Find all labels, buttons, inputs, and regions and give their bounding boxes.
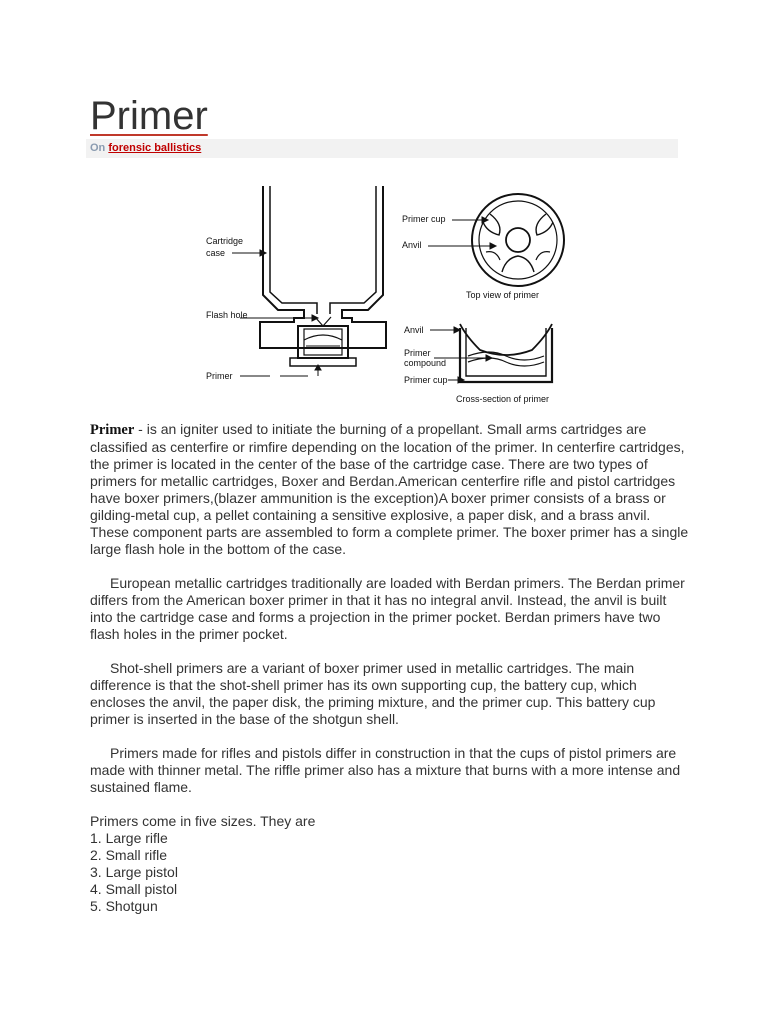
- list-item: 4. Small pistol: [90, 881, 178, 897]
- paragraph-berdan: European metallic cartridges traditionally are loaded with Berdan primers. The Berdan primer differs from the American boxer primer in that it has no integral anvil. Instead, the anvil is built into the cartridge case and forms a projection in the primer pocket. Berdan primers have two flash holes in the primer pocket.: [90, 575, 685, 642]
- list-item: 1. Large rifle: [90, 830, 168, 846]
- label-cartridge-2: case: [206, 248, 226, 258]
- label-cross-section: Cross-section of primer: [456, 394, 550, 404]
- paragraph-intro: [90, 421, 690, 558]
- cartridge-section: [260, 186, 386, 366]
- list-item: 5. Shotgun: [90, 898, 158, 914]
- page-title: Primer: [90, 94, 208, 138]
- list-item: 3. Large pistol: [90, 864, 178, 880]
- list-item: 2. Small rifle: [90, 847, 168, 863]
- paragraph-shotshell: Shot-shell primers are a variant of boxer primer used in metallic cartridges. The main difference is that the shot-shell primer has its own supporting cup, the battery cup, which encloses the anvil, the paper disk, the priming mixture, and the primer cup. This battery cup primer is inserted in the base of the shotgun shell.: [90, 660, 656, 727]
- label-anvil-top: Anvil: [402, 240, 422, 250]
- paragraph-1-text: - is an igniter used to initiate the burning of a propellant. Small arms cartridges are classified as centerfire or rimfire depending on the location of the primer. In centerfire cartridges, the primer is located in the center of the base of the cartridge case. There are two types of primers for metallic cartridges, Boxer and Berdan.American centerfire rifle and pistol cartridges have boxer primers,(blazer ammunition is the exception)A boxer primer consists of a brass or gilding-metal cup, a pellet containing a sensitive explosive, a paper disk, and a brass anvil. These component parts are assembled to form a complete primer. The boxer primer has a single large flash hole in the bottom of the case.: [90, 421, 689, 557]
- label-primer-compound-1: Primer: [404, 348, 431, 358]
- primer-cross-section: [460, 324, 552, 382]
- sizes-list: [90, 830, 690, 915]
- category-prefix: On: [90, 142, 106, 154]
- article-body: [90, 421, 690, 915]
- label-flash-hole: Flash hole: [206, 310, 248, 320]
- label-cartridge-1: Cartridge: [206, 236, 244, 246]
- primer-top-view: [472, 194, 564, 286]
- paragraph-rifle-pistol: Primers made for rifles and pistols differ in construction in that the cups of pistol primers are made with thinner metal. The riffle primer also has a mixture that burns with a more intense and sustained flame.: [90, 745, 681, 795]
- primer-diagram: [190, 180, 580, 420]
- label-primer: Primer: [206, 371, 233, 381]
- label-top-view: Top view of primer: [466, 290, 540, 300]
- label-primer-cup-top: Primer cup: [402, 214, 446, 224]
- label-anvil-cross: Anvil: [404, 325, 424, 335]
- sizes-intro: Primers come in five sizes. They are: [90, 813, 316, 829]
- label-primer-cup-cross: Primer cup: [404, 375, 448, 385]
- lead-term: Primer: [90, 422, 135, 438]
- category-bar: [86, 139, 678, 158]
- label-primer-compound-2: compound: [404, 358, 447, 368]
- category-link[interactable]: forensic ballistics: [108, 142, 202, 154]
